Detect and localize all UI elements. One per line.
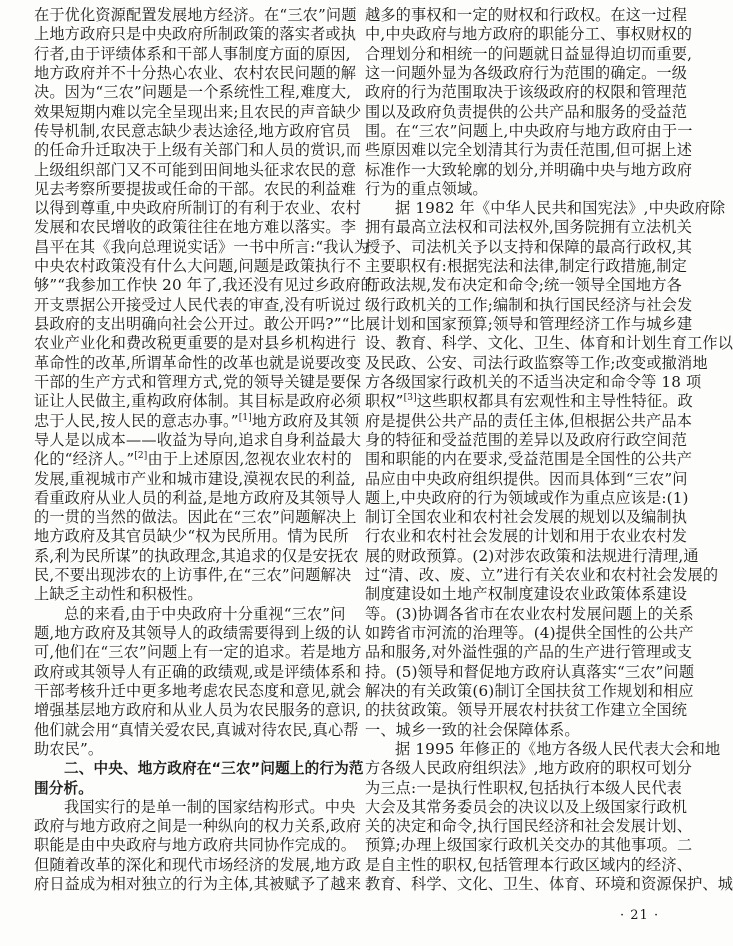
text-line (34, 662, 362, 682)
text-line (34, 488, 362, 508)
line-text: 行为的重点领域。 (365, 179, 488, 198)
text-line (365, 759, 693, 778)
line-text: 如跨省市河流的治理等。(4)提供全国性的公共产 (365, 624, 694, 642)
page-number: · 21 · (620, 908, 660, 923)
line-text: 效果短期内难以完全呈现出来;且农民的声音缺少 (34, 102, 362, 121)
line-text: 见去考察所要提拔或任命的干部。农民的利益难 (34, 179, 357, 198)
line-text: 围以及政府负责提供的公共产品和服务的受益范 (365, 102, 688, 121)
line-text: 以得到尊重,中央政府所制订的有利于农业、农村 (34, 199, 362, 218)
line-text: 干部的生产方式和管理方式,党的领导关键是要保 (34, 372, 362, 391)
line-text: 品和服务,对外溢性强的产品的生产进行管理或支 (365, 643, 693, 662)
line-text: 够”“我参加工作快 20 年了,我还没有见过乡政府的 (34, 276, 376, 295)
text-line (34, 566, 352, 585)
text-line (365, 450, 693, 469)
line-text: 过“清、改、废、立”进行有关农业和农村社会发展的 (365, 566, 719, 585)
line-text: 这些职权都具有宏观性和主导性特征。政 (416, 392, 693, 411)
text-line (34, 257, 362, 276)
line-text: 等。(3)协调各省市在农业农村发展问题上的关系 (365, 604, 694, 623)
text-line (34, 295, 362, 315)
text-line (34, 353, 362, 373)
text-line (365, 817, 693, 836)
text-line (34, 179, 357, 199)
text-line (34, 508, 357, 527)
text-line (365, 392, 693, 411)
text-line (365, 681, 694, 701)
line-text: 拥有最高立法权和司法权外,国务院拥有立法机关 (365, 218, 693, 237)
text-line (365, 6, 688, 25)
line-text: 由于上述原因,忽视农业农村的 (147, 450, 352, 469)
line-text: 看重政府从业人员的利益,是地方政府及其领导人 (34, 488, 362, 507)
text-line (365, 855, 693, 875)
text-line (365, 141, 693, 160)
text-line (34, 681, 362, 701)
line-text: 合理划分和相统一的问题就日益显得迫切而重要, (365, 44, 693, 63)
line-text: 行农业和农村社会发展的计划和用于农业农村发 (365, 527, 688, 546)
text-line (34, 141, 362, 160)
line-text: 方各级人民政府组织法》,地方政府的职权可划分 (365, 759, 693, 778)
line-text: 系,利为民所谋”的执政理念,其追求的仅是安抚农 (34, 546, 359, 565)
line-text: 在于优化资源配置发展地方经济。在“三农”问题 (34, 6, 357, 24)
text-line (34, 25, 357, 44)
text-line (34, 546, 359, 566)
text-line (34, 720, 359, 740)
line-text: 品应由中央政府组织提供。因而具体到“三农”问 (365, 469, 688, 488)
text-line (34, 160, 357, 180)
line-text: 传导机制,农民意志缺少表达途径,地方政府官员 (34, 121, 351, 140)
line-text: 农业产业化和费改税更重要的是对县乡机构进行 (34, 334, 357, 353)
line-text: 地方政府及其领 (251, 411, 360, 430)
line-text: 上级组织部门又不可能到田间地头征求农民的意 (34, 160, 357, 179)
line-text: 助农民”。 (34, 739, 104, 758)
text-line (365, 63, 688, 83)
text-line (34, 83, 352, 102)
line-text: 展的财政预算。(2)对涉农政策和法规进行清理,通 (365, 546, 699, 565)
text-line (365, 218, 693, 237)
text-line (34, 237, 370, 257)
line-text: 的扶贫政策。领导开展农村扶贫工作建立全国统 (365, 701, 688, 720)
text-line (365, 180, 671, 199)
line-text: 府日益成为相对独立的行为主体,其被赋予了越来 (34, 875, 362, 894)
text-line (34, 527, 349, 546)
text-line (34, 759, 364, 778)
text-line (365, 315, 693, 334)
text-line (365, 875, 733, 894)
text-line (365, 527, 688, 546)
text-line (365, 662, 695, 682)
line-text: 上缺乏主动性和积极性。 (34, 585, 203, 604)
text-line (34, 797, 356, 817)
text-line (365, 566, 719, 585)
line-text: 题上,中央政府的行为领域或作为重点应该是:(1) (365, 488, 689, 507)
text-line (34, 450, 352, 469)
line-text: 些原因难以完全划清其行为责任范围,但可据上述 (365, 141, 693, 160)
line-text: 展计划和国家预算;领导和管理经济工作与城乡建 (365, 315, 693, 333)
text-line (365, 237, 693, 257)
text-line (34, 643, 362, 662)
line-text: 持。(5)领导和督促地方政府认真落实“三农”问题 (365, 662, 695, 681)
text-line (34, 315, 365, 334)
text-line (365, 334, 733, 353)
line-text: 主要职权有:根据宪法和法律,制定行政措施,制定 (365, 257, 687, 276)
line-text: 地方政府及其官员缺少“权为民所用。情为民所 (34, 527, 349, 546)
line-text: 职权” (365, 392, 404, 411)
line-text: 府是提供公共产品的责任主体,但根据公共产品本 (365, 411, 693, 430)
text-line (365, 121, 693, 141)
line-text: 政府与地方政府之间是一种纵向的权力关系,政府 (34, 817, 362, 836)
line-text: 开支票据公开接受过人民代表的审查,没有听说过 (34, 295, 362, 314)
line-text: 一、城乡一致的社会保障体系。 (365, 720, 580, 739)
text-line (34, 411, 360, 431)
line-text: 围分析。 (34, 779, 93, 797)
line-text: 身的特征和受益范围的差异以及政府行政空间范 (365, 430, 688, 449)
line-text: 上地方政府只是中央政府所制政策的落实者或执 (34, 25, 357, 44)
line-text: 忠于人民,按人民的意志办事。” (34, 411, 239, 430)
text-line (34, 430, 362, 450)
line-text: 授予、司法机关予以支持和保障的最高行政权,其 (365, 237, 693, 256)
text-line (34, 276, 376, 295)
text-line (365, 778, 682, 798)
line-text: 方各级国家行政机关的不适当决定和命令等 18 项 (365, 372, 702, 391)
text-line (365, 508, 688, 527)
text-line (34, 121, 351, 141)
text-line (34, 102, 362, 122)
line-text: 我国实行的是单一制的国家结构形式。中央 (64, 797, 356, 816)
text-line (34, 855, 362, 875)
text-line (365, 295, 693, 315)
line-text: 预算;办理上级国家行政机关交办的其他事项。二 (365, 836, 693, 855)
line-text: 围。在“三农”问题上,中央政府与地方政府由于一 (365, 121, 693, 140)
line-text: 政府或其领导人有正确的政绩观,或是评绩体系和 (34, 662, 362, 681)
left-column (34, 6, 376, 894)
text-line (365, 488, 689, 508)
line-text: 政府的行为范围取决于该级政府的权限和管理范 (365, 83, 688, 102)
text-line (34, 334, 357, 353)
text-line (365, 276, 682, 295)
line-text: 职能是由中央政府与地方政府共同协作完成的。 (34, 836, 357, 855)
line-text: 化的“经济人。” (34, 450, 135, 469)
line-text: 制订全国农业和农村社会发展的规划以及编制执 (365, 508, 688, 527)
text-line (365, 372, 702, 392)
text-line (34, 218, 357, 237)
text-line (34, 392, 362, 411)
line-text: 是自主性的职权,包括管理本行政区域内的经济、 (365, 855, 693, 874)
text-line (365, 624, 694, 643)
text-line (365, 411, 693, 431)
line-text: 解决的有关政策(6)制订全国扶贫工作规划和相应 (365, 681, 694, 700)
text-line (365, 701, 688, 720)
text-line (34, 779, 340, 798)
line-text: 总的来看,由于中央政府十分重视“三农”问 (64, 604, 346, 623)
line-text: 县政府的支出明确向社会公开过。敢公开吗?”“比 (34, 315, 365, 333)
line-text: 发展,重视城市产业和城市建设,漠视农民的利益, (34, 469, 356, 488)
line-text: 行政法规,发布决定和命令;统一领导全国地方各 (365, 276, 682, 295)
line-text: 据 1995 年修正的《地方各级人民代表大会和地 (395, 739, 721, 758)
footnote-ref: [3] (403, 393, 417, 404)
text-line (34, 469, 356, 489)
line-text: 证让人民做主,重构政府体制。其目标是政府必须 (34, 392, 362, 411)
text-line (365, 83, 688, 102)
line-text: 导人是以成本——收益为导向,追求自身利益最大 (34, 430, 362, 449)
text-line (34, 875, 362, 894)
text-line (34, 740, 340, 759)
text-line (34, 836, 357, 855)
text-line (365, 643, 693, 662)
line-text: 昌平在其《我向总理说实话》一书中所言:“我认为 (34, 237, 370, 256)
line-text: 行者,由于评绩体系和干部人事制度方面的原因, (34, 44, 351, 63)
line-text: 制度建设如土地产权制度建设农业政策体系建设 (365, 585, 688, 604)
text-line (365, 430, 688, 450)
footnote-ref: [1] (238, 412, 252, 423)
line-text: 设、教育、科学、文化、卫生、体育和计划生育工作以 (365, 334, 733, 353)
line-text: 民,不要出现涉农的上访事件,在“三农”问题解决 (34, 566, 352, 585)
line-text: 级行政机关的工作;编制和执行国民经济与社会发 (365, 295, 693, 314)
line-text: 增强基层地方政府和从业人员为农民服务的意识, (34, 701, 362, 720)
text-line (34, 604, 346, 624)
line-text: 他们就会用“真情关爱农民,真诚对待农民,真心帮 (34, 720, 359, 739)
line-text: 干部考核升迁中更多地考虑农民态度和意见,就会 (34, 681, 362, 700)
text-line (365, 585, 688, 604)
line-text: 及民政、公安、司法行政监察等工作;改变或撤消地 (365, 353, 708, 372)
text-line (34, 63, 357, 83)
line-text: 二、中央、地方政府在“三农”问题上的行为范 (64, 760, 364, 778)
text-line (365, 257, 687, 276)
line-text: 革命性的改革,所谓革命性的改革也就是说要改变 (34, 353, 362, 372)
text-line (34, 372, 362, 392)
line-text: 中央农村政策没有什么大问题,问题是政策执行不 (34, 257, 362, 276)
text-line (365, 160, 693, 180)
line-text: 发展和农民增收的政策往往在地方难以落实。李 (34, 218, 357, 237)
text-line (365, 353, 708, 373)
line-text: 为三点:一是执行性职权,包括执行本级人民代表 (365, 778, 682, 797)
text-line (34, 624, 362, 643)
text-line (365, 797, 688, 817)
line-text: 可,他们在“三农”问题上有一定的追求。若是地方 (34, 643, 362, 662)
line-text: 围和职能的内在要求,受益范围是全国性的公共产 (365, 450, 693, 469)
line-text: 地方政府并不十分热心农业、农村农民问题的解 (34, 63, 357, 82)
line-text: 标准作一大致轮廓的划分,并明确中央与地方政府 (365, 160, 693, 179)
text-line (34, 6, 357, 25)
line-text: 的一贯的当然的做法。因此在“三农”问题解决上 (34, 508, 357, 527)
line-text: 教育、科学、文化、卫生、体育、环境和资源保护、城 (365, 875, 733, 894)
text-line (365, 546, 699, 566)
text-line (365, 25, 693, 44)
line-text: 这一问题外显为各级政府行为范围的确定。一级 (365, 63, 688, 82)
line-text: 但随着改革的深化和现代市场经济的发展,地方政 (34, 855, 362, 874)
line-text: 越多的事权和一定的财权和行政权。在这一过程 (365, 6, 688, 24)
text-line (365, 102, 688, 122)
text-line (365, 739, 721, 759)
text-line (34, 701, 362, 720)
footnote-ref: [2] (134, 451, 148, 462)
right-column (365, 6, 733, 894)
text-line (365, 604, 694, 624)
text-line (34, 44, 351, 64)
line-text: 题,地方政府及其领导人的政绩需要得到上级的认 (34, 624, 362, 642)
text-line (34, 585, 340, 604)
line-text: 决。因为“三农”问题是一个系统性工程,难度大, (34, 83, 352, 102)
text-line (34, 199, 362, 218)
text-line (365, 721, 671, 740)
line-text: 中,中央政府与地方政府的职能分工、事权财权的 (365, 25, 693, 44)
text-line (34, 817, 362, 836)
text-line (365, 469, 688, 489)
line-text: 的任命升迁取决于上级有关部门和人员的赏识,而 (34, 141, 362, 160)
line-text: 据 1982 年《中华人民共和国宪法》,中央政府除 (395, 199, 726, 218)
line-text: 关的决定和命令,执行国民经济和社会发展计划、 (365, 817, 693, 836)
text-line (365, 836, 693, 855)
text-line (365, 44, 693, 64)
text-line (365, 199, 726, 218)
line-text: 大会及其常务委员会的决议以及上级国家行政机 (365, 797, 688, 816)
